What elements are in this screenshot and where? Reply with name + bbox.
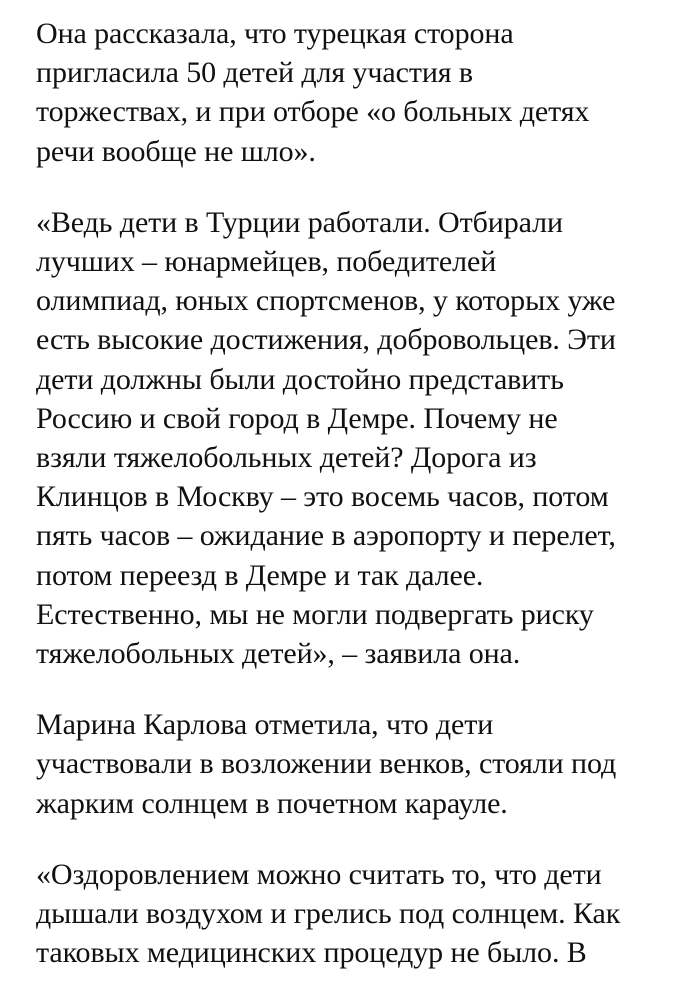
paragraph-line: «Ведь дети в Турции работали. Отбирали: [36, 205, 563, 239]
paragraph-line: лучших – юнармейцев, победителей: [36, 245, 497, 279]
paragraph-line: «Оздоровлением можно считать то, что дети: [36, 857, 602, 891]
paragraph-line: пять часов – ожидание в аэропорту и перелет,: [36, 519, 616, 553]
paragraph-2: [36, 203, 676, 673]
paragraph-line: дышали воздухом и грелись под солнцем. Как: [36, 897, 621, 931]
paragraph-line: торжествах, и при отборе «о больных детях: [36, 95, 590, 129]
paragraph-line: потом переезд в Демре и так далее.: [36, 558, 484, 592]
paragraph-line: таковых медицинских процедур не было. В: [36, 936, 587, 970]
article-body: [36, 14, 676, 1004]
paragraph-line: Россию и свой город в Демре. Почему не: [36, 401, 558, 435]
paragraph-line: Клинцов в Москву – это восемь часов, потом: [36, 480, 609, 514]
paragraph-line: речи вообще не шло».: [36, 134, 316, 168]
paragraph-line: тяжелобольных детей», – заявила она.: [36, 637, 521, 671]
paragraph-line: Естественно, мы не могли подвергать риску: [36, 597, 594, 631]
paragraph-line: есть высокие достижения, добровольцев. Эти: [36, 323, 616, 357]
paragraph-3: [36, 705, 676, 823]
paragraph-line: взяли тяжелобольных детей? Дорога из: [36, 441, 537, 475]
paragraph-line: олимпиад, юных спортсменов, у которых уже: [36, 284, 616, 318]
paragraph-line: дети должны были достойно представить: [36, 362, 564, 396]
paragraph-line: Она рассказала, что турецкая сторона: [36, 17, 514, 50]
paragraph-1: [36, 14, 676, 171]
paragraph-line: пригласила 50 детей для участия в: [36, 56, 473, 90]
paragraph-line: жарким солнцем в почетном карауле.: [36, 786, 508, 820]
paragraph-line: участвовали в возложении венков, стояли под: [36, 747, 617, 781]
paragraph-4: [36, 855, 676, 973]
paragraph-line: Марина Карлова отметила, что дети: [36, 708, 494, 742]
